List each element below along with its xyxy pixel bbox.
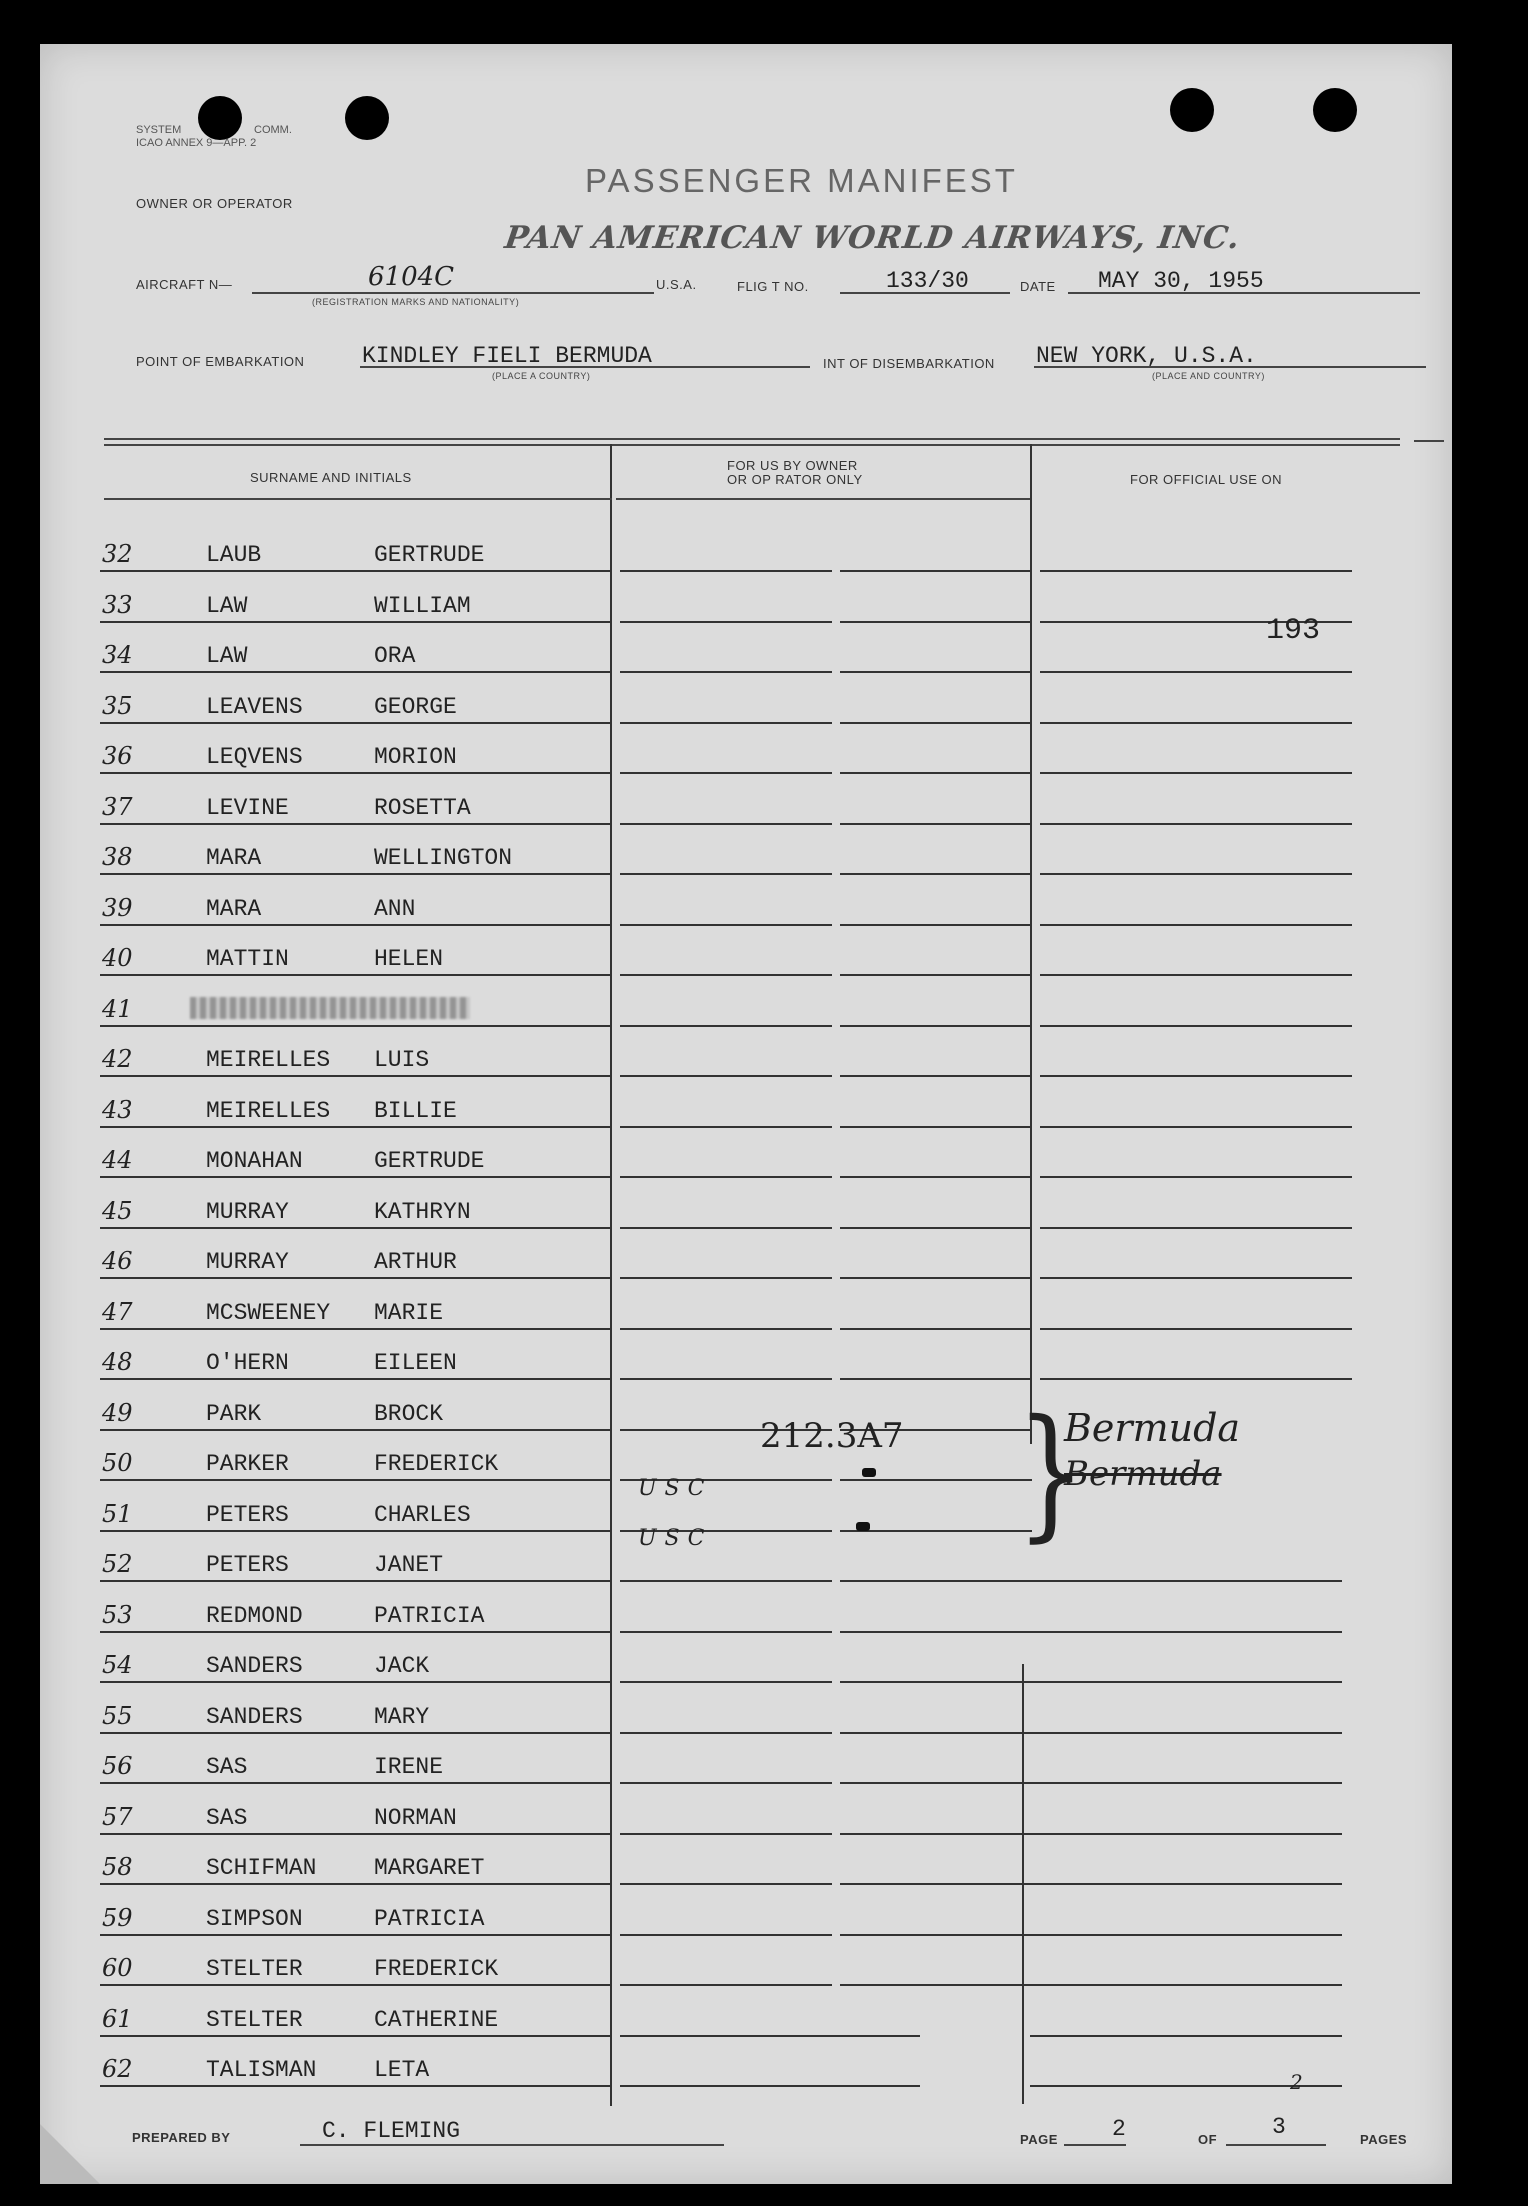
given-name-cell: PATRICIA: [374, 1905, 485, 1932]
given-name-cell: BILLIE: [374, 1097, 457, 1124]
given-name-cell: GERTRUDE: [374, 542, 485, 568]
table-row: [40, 2037, 1452, 2087]
date-label: DATE: [1020, 279, 1056, 294]
aircraft-line: [252, 292, 654, 294]
table-row: [40, 1734, 1452, 1784]
prepared-line: [300, 2144, 724, 2146]
row-number: 39: [102, 893, 133, 922]
given-name-cell: IRENE: [374, 1754, 444, 1780]
table-row: [40, 1482, 1452, 1532]
table-row: [40, 977, 1452, 1027]
given-name-cell: GERTRUDE: [374, 1148, 485, 1174]
table-row: [40, 1128, 1452, 1178]
table-row: [40, 1330, 1452, 1380]
page-title: PASSENGER MANIFEST: [585, 162, 1018, 199]
given-name-cell: LETA: [374, 2057, 430, 2083]
prepared-value: C. FLEMING: [322, 2118, 461, 2144]
table-row: [40, 573, 1452, 623]
surname-cell: TALISMAN: [206, 2057, 317, 2083]
given-name-cell: KATHRYN: [374, 1198, 471, 1225]
surname-cell: MEIRELLES: [206, 1097, 331, 1124]
table-row: [40, 876, 1452, 926]
given-name-cell: NORMAN: [374, 1804, 457, 1831]
given-name-cell: WILLIAM: [374, 592, 471, 619]
given-name-cell: MARGARET: [374, 1855, 485, 1881]
table-row: [40, 1027, 1452, 1077]
surname-cell: MURRAY: [206, 1249, 289, 1275]
given-name-cell: FREDERICK: [374, 1451, 499, 1477]
given-name-cell: WELLINGTON: [374, 845, 513, 871]
surname-cell: LAW: [206, 592, 248, 619]
table-row: [40, 1229, 1452, 1279]
row-rule: [620, 2085, 920, 2087]
given-name-cell: CATHERINE: [374, 2006, 499, 2033]
given-name-cell: CHARLES: [374, 1501, 471, 1528]
row-number: 45: [102, 1196, 133, 1225]
surname-cell: MARA: [206, 845, 262, 871]
row-number: 38: [102, 843, 133, 871]
aircraft-label: AIRCRAFT N—: [136, 277, 233, 292]
visa-code: 212.3A7: [760, 1416, 904, 1456]
table-row: [40, 1936, 1452, 1986]
surname-cell: MONAHAN: [206, 1148, 303, 1174]
given-name-cell: MARY: [374, 1703, 430, 1730]
column-header-owner-use-1: FOR US BY OWNER: [727, 458, 858, 473]
table-row: [40, 1280, 1452, 1330]
usc-mark-51: USC: [638, 1476, 713, 1501]
disembark-value: NEW YORK, U.S.A.: [1036, 343, 1257, 369]
row-number: 47: [102, 1297, 133, 1326]
column-header-underline: [616, 498, 1030, 500]
brace: }: [1016, 1388, 1086, 1556]
punch-hole: [1313, 88, 1357, 132]
surname-cell: SANDERS: [206, 1653, 303, 1679]
given-name-cell: PATRICIA: [374, 1602, 485, 1629]
manifest-paper: [40, 44, 1452, 2184]
column-header-surname: SURNAME AND INITIALS: [250, 470, 412, 485]
row-number: 41: [102, 994, 133, 1023]
column-header-owner-use-2: OR OP RATOR ONLY: [727, 472, 863, 487]
table-row: [40, 1684, 1452, 1734]
given-name-cell: GEORGE: [374, 693, 457, 720]
given-name-cell: ROSETTA: [374, 794, 471, 821]
punch-hole: [1170, 88, 1214, 132]
surname-cell: LAUB: [206, 542, 262, 568]
row-number: 57: [102, 1802, 133, 1831]
usc-mark-52: USC: [638, 1526, 713, 1551]
table-row: [40, 522, 1452, 572]
row-number: 59: [102, 1903, 133, 1932]
row-number: 43: [102, 1095, 133, 1124]
table-row: [40, 1785, 1452, 1835]
official-code-62: 2: [1290, 2070, 1303, 2094]
surname-cell: REDMOND: [206, 1602, 303, 1629]
table-row: [40, 775, 1452, 825]
ink-dot: [862, 1468, 876, 1477]
usa-label: U.S.A.: [656, 277, 697, 292]
bermuda-note-struck: Bermuda: [1064, 1454, 1222, 1494]
surname-cell: STELTER: [206, 1956, 303, 1982]
aircraft-value: 6104C: [368, 262, 455, 292]
header-rule: [1414, 440, 1444, 442]
row-number: 36: [102, 742, 133, 770]
redacted-name: [190, 997, 470, 1019]
table-row: [40, 1381, 1452, 1431]
table-row: [40, 1179, 1452, 1229]
surname-cell: PETERS: [206, 1552, 289, 1578]
row-number: 44: [102, 1146, 133, 1174]
surname-cell: LAW: [206, 643, 248, 669]
surname-cell: O'HERN: [206, 1350, 289, 1376]
page-line: [1064, 2144, 1126, 2146]
table-row: [40, 825, 1452, 875]
surname-cell: LEVINE: [206, 794, 289, 821]
of-line: [1226, 2144, 1326, 2146]
given-name-cell: MARIE: [374, 1299, 444, 1326]
row-number: 58: [102, 1853, 133, 1881]
row-number: 55: [102, 1701, 133, 1730]
punch-hole: [345, 96, 389, 140]
surname-cell: SIMPSON: [206, 1905, 303, 1932]
given-name-cell: LUIS: [374, 1047, 430, 1073]
date-value: MAY 30, 1955: [1098, 268, 1264, 294]
surname-cell: LEAVENS: [206, 693, 303, 720]
surname-cell: SAS: [206, 1804, 248, 1831]
surname-cell: PETERS: [206, 1501, 289, 1528]
punch-hole: [198, 96, 242, 140]
row-number: 48: [102, 1348, 133, 1376]
row-number: 56: [102, 1752, 133, 1780]
table-row: [40, 1583, 1452, 1633]
form-code-comm: COMM.: [254, 124, 292, 136]
header-rule: [104, 438, 1400, 440]
official-code-34: 193: [1266, 614, 1321, 648]
row-number: 60: [102, 1954, 133, 1982]
row-number: 49: [102, 1398, 133, 1427]
row-number: 34: [102, 641, 133, 669]
surname-cell: PARKER: [206, 1451, 289, 1477]
table-row: [40, 926, 1452, 976]
row-number: 40: [102, 944, 133, 972]
header-rule: [104, 444, 1400, 446]
form-code-icao: ICAO ANNEX 9—APP. 2: [136, 137, 257, 149]
row-number: 42: [102, 1045, 133, 1073]
table-row: [40, 1987, 1452, 2037]
disembark-caption: (PLACE AND COUNTRY): [1152, 371, 1265, 381]
given-name-cell: MORION: [374, 744, 457, 770]
table-row: [40, 1078, 1452, 1128]
pages-label: PAGES: [1360, 2132, 1408, 2147]
given-name-cell: FREDERICK: [374, 1956, 499, 1982]
embark-label: POINT OF EMBARKATION: [136, 354, 305, 369]
table-row: [40, 623, 1452, 673]
row-number: 33: [102, 590, 133, 619]
surname-cell: SANDERS: [206, 1703, 303, 1730]
aircraft-caption: (REGISTRATION MARKS AND NATIONALITY): [312, 297, 520, 307]
row-number: 35: [102, 691, 133, 720]
row-number: 54: [102, 1651, 133, 1679]
ink-dot: [856, 1522, 870, 1531]
surname-cell: MEIRELLES: [206, 1047, 331, 1073]
row-number: 52: [102, 1550, 133, 1578]
owner-value: PAN AMERICAN WORLD AIRWAYS, INC.: [502, 220, 1243, 256]
surname-cell: SCHIFMAN: [206, 1855, 317, 1881]
of-value: 3: [1272, 2114, 1286, 2140]
row-number: 53: [102, 1600, 133, 1629]
given-name-cell: BROCK: [374, 1400, 444, 1427]
folded-corner: [40, 2124, 100, 2184]
column-header-underline: [104, 498, 612, 500]
page-label: PAGE: [1020, 2132, 1058, 2147]
given-name-cell: ARTHUR: [374, 1249, 457, 1275]
given-name-cell: JANET: [374, 1552, 444, 1578]
table-row: [40, 724, 1452, 774]
given-name-cell: EILEEN: [374, 1350, 457, 1376]
surname-cell: PARK: [206, 1400, 262, 1427]
flight-value: 133/30: [886, 268, 969, 294]
prepared-label: PREPARED BY: [132, 2130, 231, 2145]
surname-cell: MURRAY: [206, 1198, 289, 1225]
row-number: 62: [102, 2055, 133, 2083]
table-row: [40, 1835, 1452, 1885]
table-row: [40, 674, 1452, 724]
flight-label: FLIG T NO.: [737, 279, 809, 294]
embark-caption: (PLACE A COUNTRY): [492, 371, 591, 381]
embark-value: KINDLEY FIELI BERMUDA: [362, 343, 652, 369]
row-number: 46: [102, 1247, 133, 1275]
owner-label: OWNER OR OPERATOR: [136, 196, 293, 211]
table-row: [40, 1532, 1452, 1582]
given-name-cell: JACK: [374, 1653, 430, 1679]
form-code-system: SYSTEM: [136, 124, 182, 136]
row-number: 61: [102, 2004, 133, 2033]
column-header-official: FOR OFFICIAL USE ON: [1130, 472, 1283, 487]
surname-cell: LEQVENS: [206, 744, 303, 770]
row-number: 51: [102, 1499, 133, 1528]
surname-cell: MATTIN: [206, 946, 289, 972]
table-row: [40, 1886, 1452, 1936]
surname-cell: MARA: [206, 895, 262, 922]
row-number: 32: [102, 540, 133, 568]
bermuda-note: Bermuda: [1064, 1406, 1241, 1450]
table-row: [40, 1431, 1452, 1481]
surname-cell: STELTER: [206, 2006, 303, 2033]
given-name-cell: ORA: [374, 643, 416, 669]
surname-cell: SAS: [206, 1754, 248, 1780]
given-name-cell: ANN: [374, 895, 416, 922]
table-row: [40, 1633, 1452, 1683]
given-name-cell: HELEN: [374, 946, 444, 972]
row-rule: [100, 2085, 610, 2087]
page-value: 2: [1112, 2116, 1126, 2142]
row-number: 50: [102, 1449, 133, 1477]
row-number: 37: [102, 792, 133, 821]
surname-cell: MCSWEENEY: [206, 1299, 331, 1326]
disembark-label: INT OF DISEMBARKATION: [823, 356, 995, 371]
of-label: OF: [1198, 2132, 1218, 2147]
